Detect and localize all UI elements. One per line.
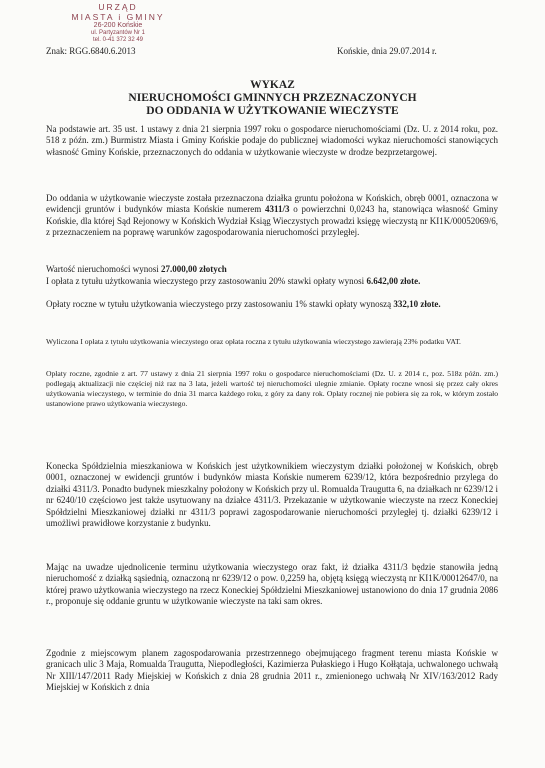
value-label: Wartość nieruchomości wynosi [46, 264, 162, 274]
annual-fee-text: Opłaty roczne w tytułu użytkowania wieczystego przy zastosowaniu 1% stawki opłaty wynoszą [46, 299, 392, 309]
first-fee-text: I opłata z tytułu użytkowania wieczystego przy zastosowaniu 20% stawki opłaty wynosi [46, 276, 365, 286]
annual-fee [46, 299, 498, 310]
parcel-text-start: Do oddania w użytkowanie wieczyste została przeznaczona działka gruntu położona w Końskich, obręb 0001, oznaczona w ewidencji gruntów i budynków miasta Końskie numerem [46, 193, 498, 215]
stamp-line-1: URZĄD [98, 2, 138, 12]
parcel-text-end: o powierzchni 0,0243 ha, stanowiąca własność Gminy Końskie, dla której Sąd Rejonowy w Końskich Wydział Ksiąg Wieczystych prowadzi księgę wieczystą nr KI1K/00052069/6, z przeznaczeniem na poprawę warunków zagospodarowania nieruchomości przyległej. [46, 204, 498, 238]
stamp-line-3: 26-200 Końskie [93, 22, 143, 29]
property-value [46, 264, 498, 275]
parcel-number: 4311/3 [265, 204, 290, 215]
annual-fee-amount: 332,10 złote. [393, 299, 441, 309]
vat-note: Wyliczona I opłata z tytułu użytkowania wieczystego oraz opłata roczna z tytułu użytkowania wieczystego zawierają 23% podatku VAT. [46, 337, 461, 346]
paragraph-zoning-plan: Zgodnie z miejscowym planem zagospodarowania przestrzennego obejmującego fragment terenu miasta Końskie w granicach ulic 3 Maja, Romualda Traugutta, Niepodległości, Kazimierza Pułaskiego i Hugo Kołłątaja, uchwalonego uchwałą Nr XIII/147/2011 Rady Miejskiej w Końskich z dnia 28 grudnia 2011 r., zmienionego uchwałą Nr XIV/163/2012 Rady Miejskiej w Końskich z dnia [46, 648, 498, 693]
document-reference: Znak: RGG.6840.6.2013 [46, 46, 136, 56]
title-line-3: DO ODDANIA W UŻYTKOWANIE WIECZYSTE [146, 105, 399, 117]
value-amount: 27.000,00 złotych [161, 264, 227, 274]
paragraph-term: Mając na uwadze ujednolicenie terminu użytkowania wieczystego oraz fakt, iż działka 4311/3 będzie stanowiła jedną nieruchomość z działką sąsiednią, oznaczoną nr 6239/12 o pow. 0,2259 ha, objętą księgą wieczystą nr KI1K/00012647/0, na której prawo użytkowania wieczystego na rzecz Koneckiej Spółdzielni Mieszkaniowej ustanowiono do dnia 17 grudnia 2086 r., proponuje się oddanie gruntu w użytkowanie wieczyste na taki sam okres. [46, 562, 498, 607]
paragraph-legal-basis: Na podstawie art. 35 ust. 1 ustawy z dnia 21 sierpnia 1997 roku o gospodarce nieruchomościami (Dz. U. z 2014 roku, poz. 518 z późn. zm.) Burmistrz Miasta i Gminy Końskie podaje do publicznej wiadomości wykaz nieruchomości stanowiących własność Gminy Końskie, przeznaczonych do oddania w użytkowanie wieczyste w drodze bezprzetargowej. [46, 124, 498, 157]
stamp-line-5: tel. 0-41 372 32 49 [92, 37, 144, 43]
paragraph-cooperative: Konecka Spółdzielnia mieszkaniowa w Końskich jest użytkownikiem wieczystym działki położonej w Końskich, obręb 0001, oznaczonej w ewidencji gruntów i budynków miasta Końskie numerem 6239/12, która bezpośrednio przylega do działki 4311/3. Ponadto budynek mieszkalny położony w Końskich przy ul. Romualda Traugutta 6, na działkach nr 6239/12 i nr 6240/10 częściowo jest także usytuowany na działce 4311/3. Przekazanie w użytkowanie wieczyste na rzecz Koneckiej Spółdzielni Mieszkaniowej działki nr 4311/3 poprawi zagospodarowanie nieruchomości przyległej tj. działki 6239/12 i umożliwi prawidłowe korzystanie z budynku. [46, 461, 498, 529]
paragraph-annual-fees: Opłaty roczne, zgodnie z art. 77 ustawy z dnia 21 sierpnia 1997 roku o gospodarce nieruchomościami (Dz. U. z 2014 r., poz. 518z późn. zm.) podlegają aktualizacji nie częściej niż raz na 3 lata, jeżeli wartość tej nieruchomości ulegnie zmianie. Opłaty roczne wnosi się przez cały okres użytkowania wieczystego, w terminie do dnia 31 marca każdego roku, z góry za dany rok. Opłaty rocznej nie pobiera się za rok, w którym zostało ustanowione prawo użytkowania wieczystego. [46, 369, 498, 408]
paragraph-parcel-description [46, 193, 498, 239]
first-fee-amount: 6.642,00 złote. [366, 276, 421, 286]
stamp-line-2: MIASTA i GMINY [71, 12, 165, 22]
office-stamp [64, 2, 172, 44]
first-fee [46, 276, 498, 287]
place-and-date: Końskie, dnia 29.07.2014 r. [337, 46, 437, 56]
title-line-1: WYKAZ [250, 79, 295, 91]
stamp-line-4: ul. Partyzantów Nr 1 [90, 30, 146, 36]
title-line-2: NIERUCHOMOŚCI GMINNYCH PRZEZNACZONYCH [128, 92, 417, 104]
